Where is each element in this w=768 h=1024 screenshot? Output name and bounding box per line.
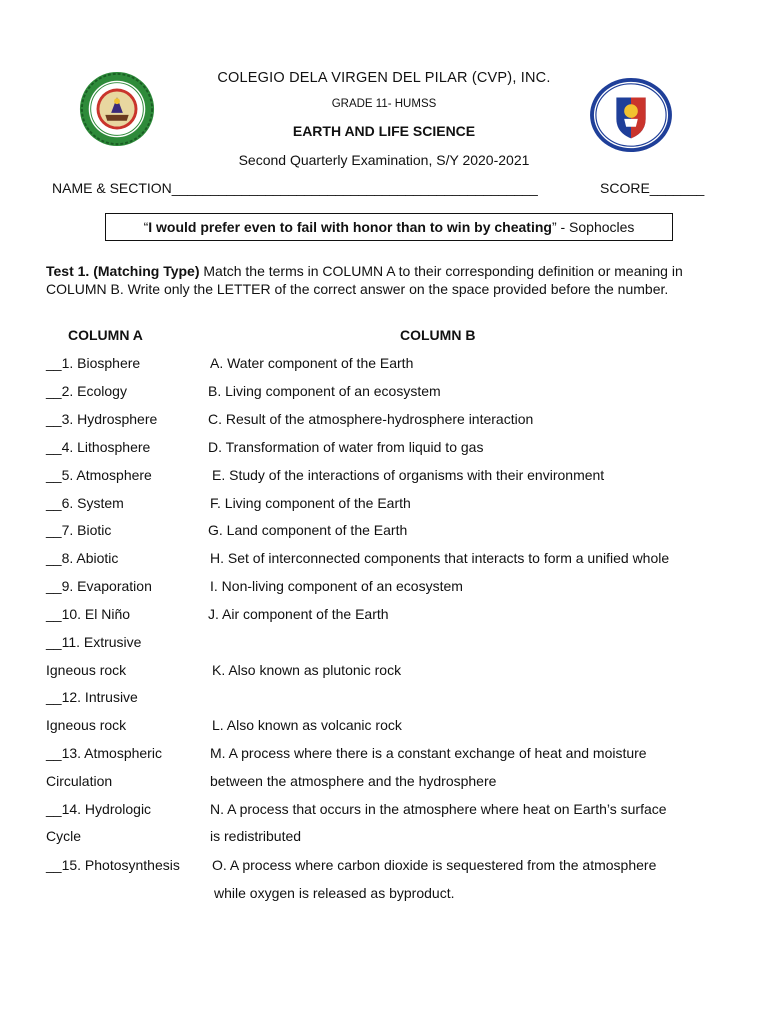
column-a-item[interactable]: __10. El Niño	[46, 606, 131, 622]
list-item	[0, 606, 768, 626]
list-item	[0, 355, 768, 375]
column-a-item[interactable]: __6. System	[46, 495, 124, 511]
list-item	[0, 662, 768, 682]
column-b-item: C. Result of the atmosphere-hydrosphere interaction	[208, 411, 534, 427]
column-a-header: COLUMN A	[68, 327, 143, 343]
list-item	[0, 634, 768, 654]
score-field[interactable]: SCORE_______	[600, 180, 705, 196]
column-a-item: Cycle	[46, 828, 82, 844]
list-item	[0, 857, 768, 877]
list-item	[0, 383, 768, 403]
column-b-item: H. Set of interconnected components that interacts to form a unified whole	[210, 550, 670, 566]
column-b-item: K. Also known as plutonic rock	[212, 662, 402, 678]
column-b-item: O. A process where carbon dioxide is sequestered from the atmosphere	[212, 857, 657, 873]
column-b-item: N. A process that occurs in the atmosphere where heat on Earth’s surface	[210, 801, 667, 817]
list-item	[0, 578, 768, 598]
column-a-item[interactable]: __14. Hydrologic	[46, 801, 152, 817]
instructions-text: Match the terms in COLUMN A to their corresponding definition or meaning in COLUMN B. Write only the LETTER of the correct answer on the space provided before the number.	[46, 263, 683, 297]
column-b-header: COLUMN B	[400, 327, 476, 343]
column-b-item: E. Study of the interactions of organisms with their environment	[212, 467, 605, 483]
test-instructions	[46, 262, 696, 298]
quote-text: I would prefer even to fail with honor than to win by cheating	[148, 219, 552, 235]
column-b-item: F. Living component of the Earth	[210, 495, 411, 511]
exam-title: Second Quarterly Examination, S/Y 2020-2021	[238, 152, 530, 168]
list-item	[0, 467, 768, 487]
column-a-item[interactable]: __3. Hydrosphere	[46, 411, 158, 427]
list-item	[0, 411, 768, 431]
list-item	[0, 522, 768, 542]
name-section-field[interactable]: NAME & SECTION_______________________________________________	[52, 180, 538, 196]
column-a-item: Igneous rock	[46, 717, 127, 733]
column-b-item: B. Living component of an ecosystem	[208, 383, 441, 399]
list-item	[0, 689, 768, 709]
column-a-item[interactable]: __11. Extrusive	[46, 634, 142, 650]
list-item	[0, 773, 768, 793]
list-item	[0, 745, 768, 765]
subject-title: EARTH AND LIFE SCIENCE	[292, 123, 476, 139]
list-item	[0, 885, 768, 905]
list-item	[0, 717, 768, 737]
list-item	[0, 439, 768, 459]
column-a-item: Igneous rock	[46, 662, 127, 678]
column-a-item[interactable]: __4. Lithosphere	[46, 439, 151, 455]
list-item	[0, 828, 768, 848]
column-b-item: G. Land component of the Earth	[208, 522, 408, 538]
column-b-item: between the atmosphere and the hydrosphere	[210, 773, 497, 789]
school-name: COLEGIO DELA VIRGEN DEL PILAR (CVP), INC.	[217, 70, 551, 86]
column-a-item: Circulation	[46, 773, 113, 789]
list-item	[0, 495, 768, 515]
test-title: Test 1. (Matching Type)	[46, 263, 200, 279]
column-a-item[interactable]: __9. Evaporation	[46, 578, 152, 594]
list-item	[0, 550, 768, 570]
list-item	[0, 801, 768, 821]
column-a-item[interactable]: __5. Atmosphere	[46, 467, 152, 483]
column-b-item: I. Non-living component of an ecosystem	[210, 578, 463, 594]
column-b-item: D. Transformation of water from liquid to gas	[208, 439, 484, 455]
quote-open: “	[143, 219, 149, 235]
quote-box	[105, 213, 673, 241]
column-b-item: while oxygen is released as byproduct.	[214, 885, 455, 901]
column-a-item[interactable]: __12. Intrusive	[46, 689, 138, 705]
column-b-item: L. Also known as volcanic rock	[212, 717, 402, 733]
column-a-item[interactable]: __1. Biosphere	[46, 355, 141, 371]
column-a-item[interactable]: __2. Ecology	[46, 383, 127, 399]
column-b-item: J. Air component of the Earth	[208, 606, 389, 622]
quote-attribution: ” - Sophocles	[551, 219, 635, 235]
grade-level: GRADE 11- HUMSS	[331, 98, 437, 110]
deped-seal-icon	[588, 76, 674, 154]
column-a-item[interactable]: __15. Photosynthesis	[46, 857, 180, 873]
column-a-item[interactable]: __8. Abiotic	[46, 550, 119, 566]
column-a-item[interactable]: __7. Biotic	[46, 522, 112, 538]
column-b-item: is redistributed	[210, 828, 302, 844]
column-b-item: A. Water component of the Earth	[210, 355, 414, 371]
column-b-item: M. A process where there is a constant exchange of heat and moisture	[210, 745, 647, 761]
column-a-item[interactable]: __13. Atmospheric	[46, 745, 162, 761]
